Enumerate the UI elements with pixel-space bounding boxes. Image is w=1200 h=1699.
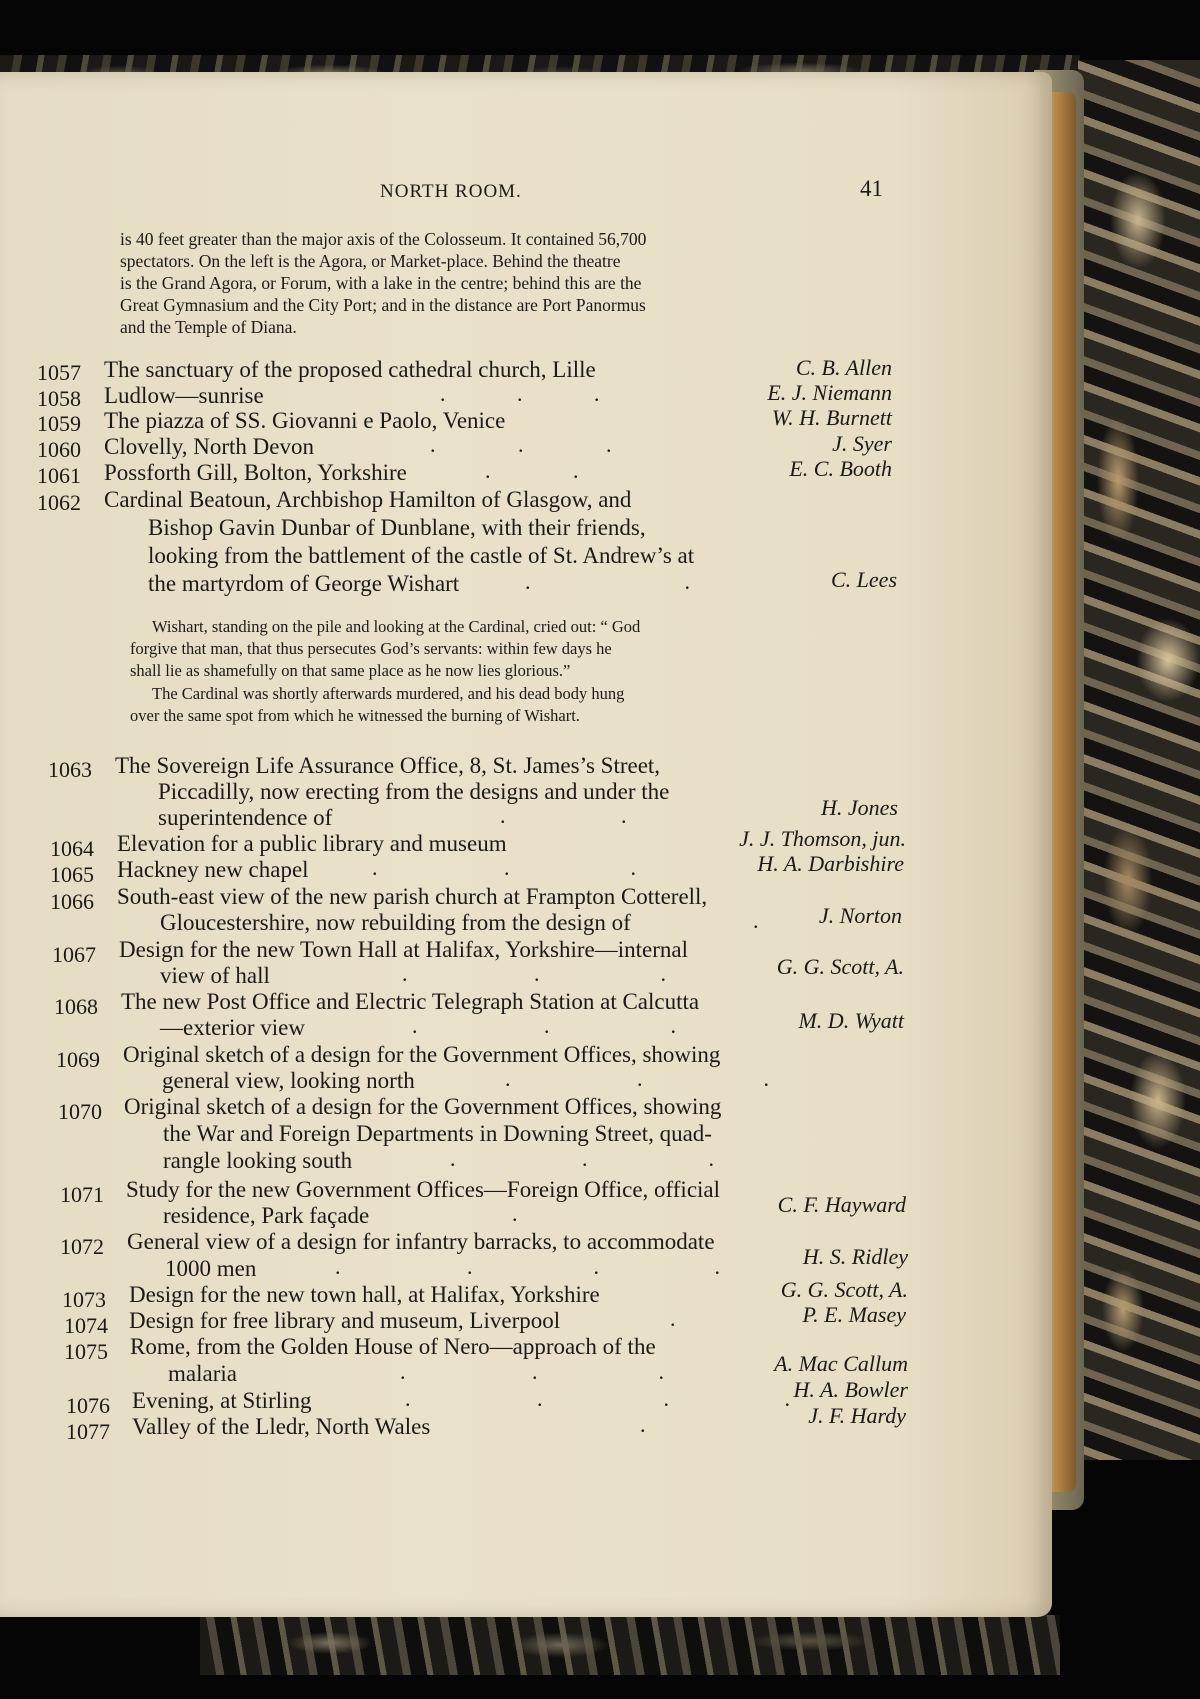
- leader-dots: . .: [485, 458, 579, 483]
- catalogue-number: 1070: [58, 1099, 102, 1124]
- note-line: forgive that man, that thus persecutes God’s servants: within few days he: [130, 639, 612, 658]
- leader-dots: .: [670, 1306, 676, 1331]
- note-line: over the same spot from which he witnessed the burning of Wishart.: [130, 706, 580, 725]
- entry-title-continued: residence, Park façade: [163, 1203, 370, 1228]
- entry-title: Study for the new Government Offices—Foreign Office, official: [126, 1177, 721, 1202]
- entry-title: Design for the new Town Hall at Halifax, Yorkshire—internal: [119, 937, 689, 962]
- catalogue-number: 1067: [52, 942, 96, 967]
- artist-name: H. A. Bowler: [793, 1377, 908, 1402]
- artist-name: H. A. Darbishire: [757, 851, 904, 876]
- artist-name: M. D. Wyatt: [798, 1008, 904, 1033]
- entry-title: South-east view of the new parish church at Frampton Cotterell,: [117, 884, 708, 909]
- catalogue-number: 1074: [64, 1313, 108, 1338]
- entry-title: The sanctuary of the proposed cathedral church, Lille: [104, 357, 596, 382]
- artist-name: H. Jones: [821, 795, 898, 820]
- entry-title: Possforth Gill, Bolton, Yorkshire: [104, 460, 407, 485]
- catalogue-number: 1075: [64, 1339, 108, 1364]
- intro-line: Great Gymnasium and the City Port; and in the distance are Port Panormus: [120, 295, 646, 315]
- note-line: The Cardinal was shortly afterwards murdered, and his dead body hung: [152, 684, 625, 703]
- catalogue-number: 1062: [37, 490, 81, 515]
- entry-title: Original sketch of a design for the Government Offices, showing: [124, 1094, 722, 1119]
- entry-title: Design for the new town hall, at Halifax, Yorkshire: [129, 1282, 600, 1307]
- leader-dots: .: [512, 1201, 518, 1226]
- leader-dots: . .: [525, 569, 690, 594]
- entry-title: Valley of the Lledr, North Wales: [132, 1414, 431, 1439]
- entry-title-continued: general view, looking north: [162, 1068, 415, 1093]
- catalogue-number: 1071: [60, 1182, 104, 1207]
- entry-title: The piazza of SS. Giovanni e Paolo, Venice: [104, 408, 506, 433]
- intro-line: is the Grand Agora, or Forum, with a lake in the centre; behind this are the: [120, 273, 642, 293]
- catalogue-number: 1059: [37, 411, 81, 436]
- artist-name: J. Norton: [818, 903, 902, 928]
- leader-dots: . . .: [440, 381, 600, 406]
- leader-dots: . . . .: [405, 1386, 790, 1411]
- artist-name: P. E. Masey: [802, 1302, 906, 1327]
- entry-title: Cardinal Beatoun, Archbishop Hamilton of Glasgow, and: [104, 487, 632, 512]
- page-edges: [1048, 92, 1076, 1492]
- catalogue-number: 1066: [50, 889, 94, 914]
- entry-title-continued: Gloucestershire, now rebuilding from the design of: [160, 910, 631, 935]
- entry-title: The Sovereign Life Assurance Office, 8, St. James’s Street,: [115, 753, 661, 778]
- catalogue-number: 1073: [62, 1287, 106, 1312]
- entry-title-continued: 1000 men: [165, 1256, 257, 1281]
- leader-dots: . . . .: [335, 1254, 720, 1279]
- entry-title: Hackney new chapel: [117, 857, 309, 882]
- entry-title: The new Post Office and Electric Telegraph Station at Calcutta: [121, 989, 700, 1014]
- leader-dots: . . .: [450, 1146, 714, 1171]
- entry-title: Design for free library and museum, Liverpool: [129, 1308, 561, 1333]
- note-line: Wishart, standing on the pile and looking at the Cardinal, cried out: “ God: [152, 617, 641, 636]
- entry-title: Ludlow—sunrise: [104, 383, 264, 408]
- running-header: NORTH ROOM.: [380, 181, 522, 202]
- artist-name: G. G. Scott, A.: [776, 954, 904, 979]
- artist-name: J. J. Thomson, jun.: [739, 826, 906, 851]
- leader-dots: . .: [500, 803, 627, 828]
- artist-name: H. S. Ridley: [802, 1244, 908, 1269]
- entry-title: Clovelly, North Devon: [104, 434, 314, 459]
- catalogue-number: 1072: [60, 1234, 104, 1259]
- artist-name: C. Lees: [831, 567, 897, 592]
- catalogue-number: 1057: [37, 360, 81, 385]
- catalogue-number: 1063: [48, 757, 92, 782]
- marbled-bottom-edge: [200, 1615, 1060, 1675]
- catalogue-number: 1065: [50, 862, 94, 887]
- leader-dots: . . .: [402, 961, 666, 986]
- artist-name: W. H. Burnett: [771, 405, 892, 430]
- entry-title-continued: the War and Foreign Departments in Downing Street, quad-: [163, 1121, 712, 1146]
- leader-dots: . . .: [400, 1359, 664, 1384]
- entry-title-continued: superintendence of: [158, 805, 333, 830]
- intro-line: spectators. On the left is the Agora, or Market-place. Behind the theatre: [120, 251, 621, 271]
- entry-title: Original sketch of a design for the Government Offices, showing: [123, 1042, 721, 1067]
- leader-dots: . . .: [412, 1013, 676, 1038]
- entry-title-continued: rangle looking south: [163, 1148, 353, 1173]
- marbled-cover-right: [1078, 60, 1200, 1460]
- artist-name: J. F. Hardy: [808, 1403, 906, 1428]
- entry-title: General view of a design for infantry barracks, to accommodate: [127, 1229, 715, 1254]
- artist-name: E. C. Booth: [789, 456, 892, 481]
- entry-title-continued: looking from the battlement of the castle of St. Andrew’s at: [148, 543, 695, 568]
- catalogue-number: 1077: [66, 1419, 110, 1444]
- entry-title-continued: the martyrdom of George Wishart: [148, 571, 460, 596]
- note-line: shall lie as shamefully on that same place as he now lies glorious.”: [130, 661, 571, 680]
- entry-title: Rome, from the Golden House of Nero—approach of the: [130, 1334, 656, 1359]
- artist-name: C. B. Allen: [795, 355, 892, 380]
- artist-name: G. G. Scott, A.: [780, 1277, 908, 1302]
- artist-name: C. F. Hayward: [777, 1192, 906, 1217]
- entry-title: Evening, at Stirling: [132, 1388, 312, 1413]
- artist-name: E. J. Niemann: [767, 380, 892, 405]
- leader-dots: . . .: [505, 1066, 769, 1091]
- intro-line: is 40 feet greater than the major axis of the Colosseum. It contained 56,700: [120, 229, 647, 249]
- entry-title-continued: Piccadilly, now erecting from the designs and under the: [158, 779, 670, 804]
- entry-title-continued: —exterior view: [160, 1015, 305, 1040]
- page-number: 41: [860, 176, 883, 201]
- catalogue-number: 1076: [66, 1393, 110, 1418]
- catalogue-number: 1060: [37, 437, 81, 462]
- entry-title: Elevation for a public library and museum: [117, 831, 507, 856]
- catalogue-number: 1069: [56, 1047, 100, 1072]
- leader-dots: .: [753, 908, 759, 933]
- entry-title-continued: view of hall: [160, 963, 270, 988]
- intro-line: and the Temple of Diana.: [120, 317, 297, 337]
- catalogue-number: 1064: [50, 836, 94, 861]
- catalogue-number: 1058: [37, 386, 81, 411]
- artist-name: J. Syer: [832, 431, 892, 456]
- leader-dots: .: [640, 1412, 646, 1437]
- catalogue-number: 1061: [37, 463, 81, 488]
- entry-title-continued: malaria: [168, 1361, 237, 1386]
- leader-dots: . . .: [430, 432, 612, 457]
- entry-title-continued: Bishop Gavin Dunbar of Dunblane, with their friends,: [148, 515, 646, 540]
- catalogue-number: 1068: [54, 994, 98, 1019]
- artist-name: A. Mac Callum: [774, 1351, 908, 1376]
- leader-dots: . . .: [372, 855, 636, 880]
